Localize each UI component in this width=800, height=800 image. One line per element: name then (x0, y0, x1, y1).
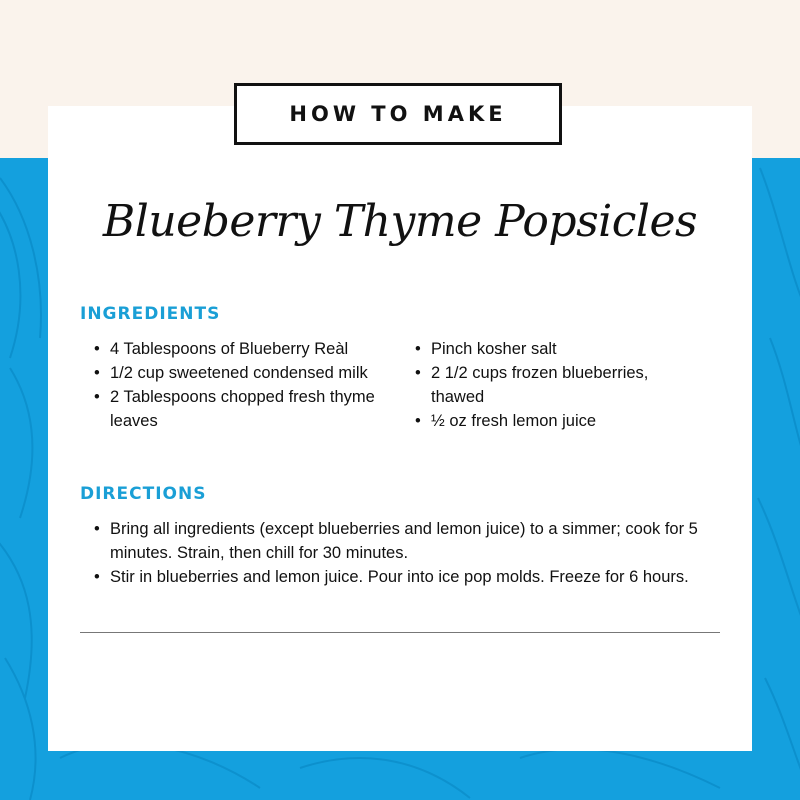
list-item: • 2 Tablespoons chopped fresh thyme leaves (92, 385, 404, 433)
ingredients-list-left (92, 337, 404, 433)
ingredients-list-right (413, 337, 703, 433)
directions-heading: DIRECTIONS (80, 484, 207, 504)
list-item: • Stir in blueberries and lemon juice. Pour into ice pop molds. Freeze for 6 hours. (92, 565, 712, 589)
how-to-make-label: HOW TO MAKE (234, 83, 562, 145)
list-item: • ½ oz fresh lemon juice (413, 409, 703, 433)
directions-list (92, 517, 712, 589)
list-item: • 2 1/2 cups frozen blueberries, thawed (413, 361, 703, 409)
list-item: • 4 Tablespoons of Blueberry Reàl (92, 337, 404, 361)
list-item: • Bring all ingredients (except blueberries and lemon juice) to a simmer; cook for 5 minutes. Strain, then chill for 30 minutes. (92, 517, 712, 565)
ingredients-heading: INGREDIENTS (80, 304, 221, 324)
list-item: • 1/2 cup sweetened condensed milk (92, 361, 404, 385)
recipe-title: Blueberry Thyme Popsicles (102, 196, 698, 247)
divider-line (80, 632, 720, 633)
list-item: • Pinch kosher salt (413, 337, 703, 361)
